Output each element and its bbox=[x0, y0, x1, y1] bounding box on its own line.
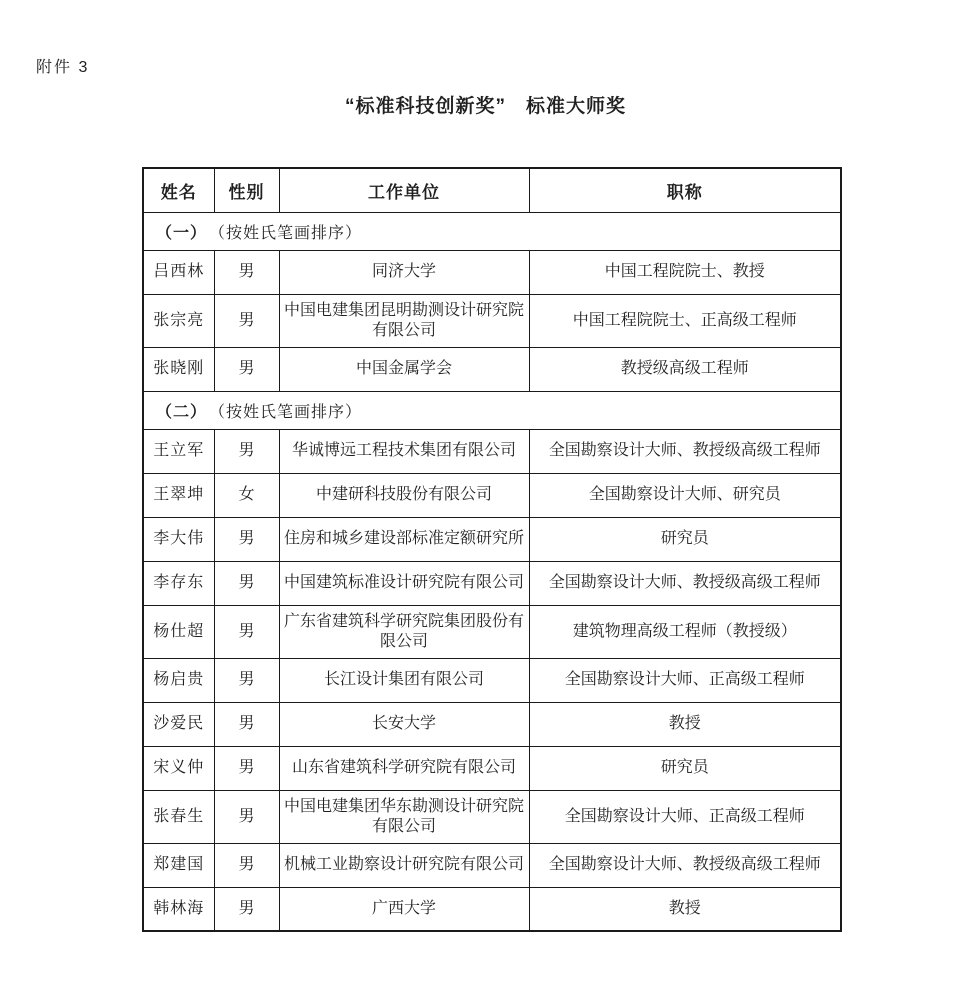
cell-name: 杨启贵 bbox=[143, 658, 214, 702]
cell-organization: 机械工业勘察设计研究院有限公司 bbox=[279, 843, 529, 887]
section-row bbox=[143, 212, 841, 250]
column-header-name: 姓名 bbox=[143, 168, 214, 212]
awards-table-body bbox=[143, 212, 841, 931]
table-row bbox=[143, 790, 841, 843]
section-row bbox=[143, 391, 841, 429]
cell-gender: 男 bbox=[214, 702, 279, 746]
awards-table bbox=[142, 167, 842, 932]
table-row bbox=[143, 658, 841, 702]
cell-gender: 男 bbox=[214, 658, 279, 702]
cell-title: 中国工程院院士、教授 bbox=[529, 250, 841, 294]
cell-name: 张晓刚 bbox=[143, 347, 214, 391]
table-row bbox=[143, 473, 841, 517]
cell-name: 王立军 bbox=[143, 429, 214, 473]
cell-gender: 男 bbox=[214, 250, 279, 294]
cell-name: 杨仕超 bbox=[143, 605, 214, 658]
attachment-label: 附件 3 bbox=[36, 59, 90, 76]
cell-title: 全国勘察设计大师、正高级工程师 bbox=[529, 658, 841, 702]
cell-organization: 广西大学 bbox=[279, 887, 529, 931]
column-header-title: 职称 bbox=[529, 168, 841, 212]
cell-organization: 中国电建集团昆明勘测设计研究院有限公司 bbox=[279, 294, 529, 347]
column-header-organization: 工作单位 bbox=[279, 168, 529, 212]
cell-gender: 男 bbox=[214, 347, 279, 391]
cell-title: 教授级高级工程师 bbox=[529, 347, 841, 391]
cell-gender: 男 bbox=[214, 887, 279, 931]
cell-name: 张宗亮 bbox=[143, 294, 214, 347]
cell-organization: 中建研科技股份有限公司 bbox=[279, 473, 529, 517]
cell-organization: 中国金属学会 bbox=[279, 347, 529, 391]
table-row bbox=[143, 250, 841, 294]
cell-title: 全国勘察设计大师、正高级工程师 bbox=[529, 790, 841, 843]
cell-name: 李存东 bbox=[143, 561, 214, 605]
cell-organization: 长江设计集团有限公司 bbox=[279, 658, 529, 702]
column-header-gender: 性别 bbox=[214, 168, 279, 212]
cell-name: 宋义仲 bbox=[143, 746, 214, 790]
cell-title: 建筑物理高级工程师（教授级） bbox=[529, 605, 841, 658]
section-cell bbox=[143, 212, 841, 250]
cell-name: 吕西林 bbox=[143, 250, 214, 294]
cell-title: 教授 bbox=[529, 702, 841, 746]
cell-gender: 男 bbox=[214, 746, 279, 790]
table-row bbox=[143, 605, 841, 658]
cell-name: 张春生 bbox=[143, 790, 214, 843]
table-row bbox=[143, 347, 841, 391]
cell-name: 李大伟 bbox=[143, 517, 214, 561]
section-note: （按姓氏笔画排序） bbox=[217, 224, 363, 242]
cell-title: 全国勘察设计大师、教授级高级工程师 bbox=[529, 561, 841, 605]
cell-gender: 男 bbox=[214, 843, 279, 887]
awards-table-container bbox=[142, 167, 842, 932]
cell-name: 王翠坤 bbox=[143, 473, 214, 517]
table-row bbox=[143, 517, 841, 561]
cell-gender: 男 bbox=[214, 561, 279, 605]
page-title: “标准科技创新奖” 标准大师奖 bbox=[344, 96, 626, 117]
cell-organization: 华诚博远工程技术集团有限公司 bbox=[279, 429, 529, 473]
section-cell bbox=[143, 391, 841, 429]
cell-title: 中国工程院院士、正高级工程师 bbox=[529, 294, 841, 347]
cell-gender: 男 bbox=[214, 294, 279, 347]
cell-organization: 中国建筑标准设计研究院有限公司 bbox=[279, 561, 529, 605]
cell-organization: 长安大学 bbox=[279, 702, 529, 746]
cell-organization: 山东省建筑科学研究院有限公司 bbox=[279, 746, 529, 790]
table-row bbox=[143, 294, 841, 347]
cell-name: 郑建国 bbox=[143, 843, 214, 887]
cell-name: 沙爱民 bbox=[143, 702, 214, 746]
cell-gender: 男 bbox=[214, 429, 279, 473]
table-row bbox=[143, 702, 841, 746]
table-row bbox=[143, 561, 841, 605]
section-note: （按姓氏笔画排序） bbox=[217, 403, 363, 421]
cell-organization: 住房和城乡建设部标准定额研究所 bbox=[279, 517, 529, 561]
table-header-row bbox=[143, 168, 841, 212]
cell-title: 研究员 bbox=[529, 517, 841, 561]
table-row bbox=[143, 843, 841, 887]
cell-organization: 中国电建集团华东勘测设计研究院有限公司 bbox=[279, 790, 529, 843]
cell-gender: 女 bbox=[214, 473, 279, 517]
cell-gender: 男 bbox=[214, 517, 279, 561]
cell-title: 全国勘察设计大师、教授级高级工程师 bbox=[529, 429, 841, 473]
cell-organization: 广东省建筑科学研究院集团股份有限公司 bbox=[279, 605, 529, 658]
cell-title: 研究员 bbox=[529, 746, 841, 790]
table-row bbox=[143, 746, 841, 790]
cell-title: 教授 bbox=[529, 887, 841, 931]
table-row bbox=[143, 429, 841, 473]
cell-title: 全国勘察设计大师、研究员 bbox=[529, 473, 841, 517]
cell-name: 韩林海 bbox=[143, 887, 214, 931]
table-row bbox=[143, 887, 841, 931]
cell-gender: 男 bbox=[214, 605, 279, 658]
section-label: （二） bbox=[156, 403, 208, 421]
section-label: （一） bbox=[156, 224, 208, 242]
cell-gender: 男 bbox=[214, 790, 279, 843]
cell-organization: 同济大学 bbox=[279, 250, 529, 294]
cell-title: 全国勘察设计大师、教授级高级工程师 bbox=[529, 843, 841, 887]
